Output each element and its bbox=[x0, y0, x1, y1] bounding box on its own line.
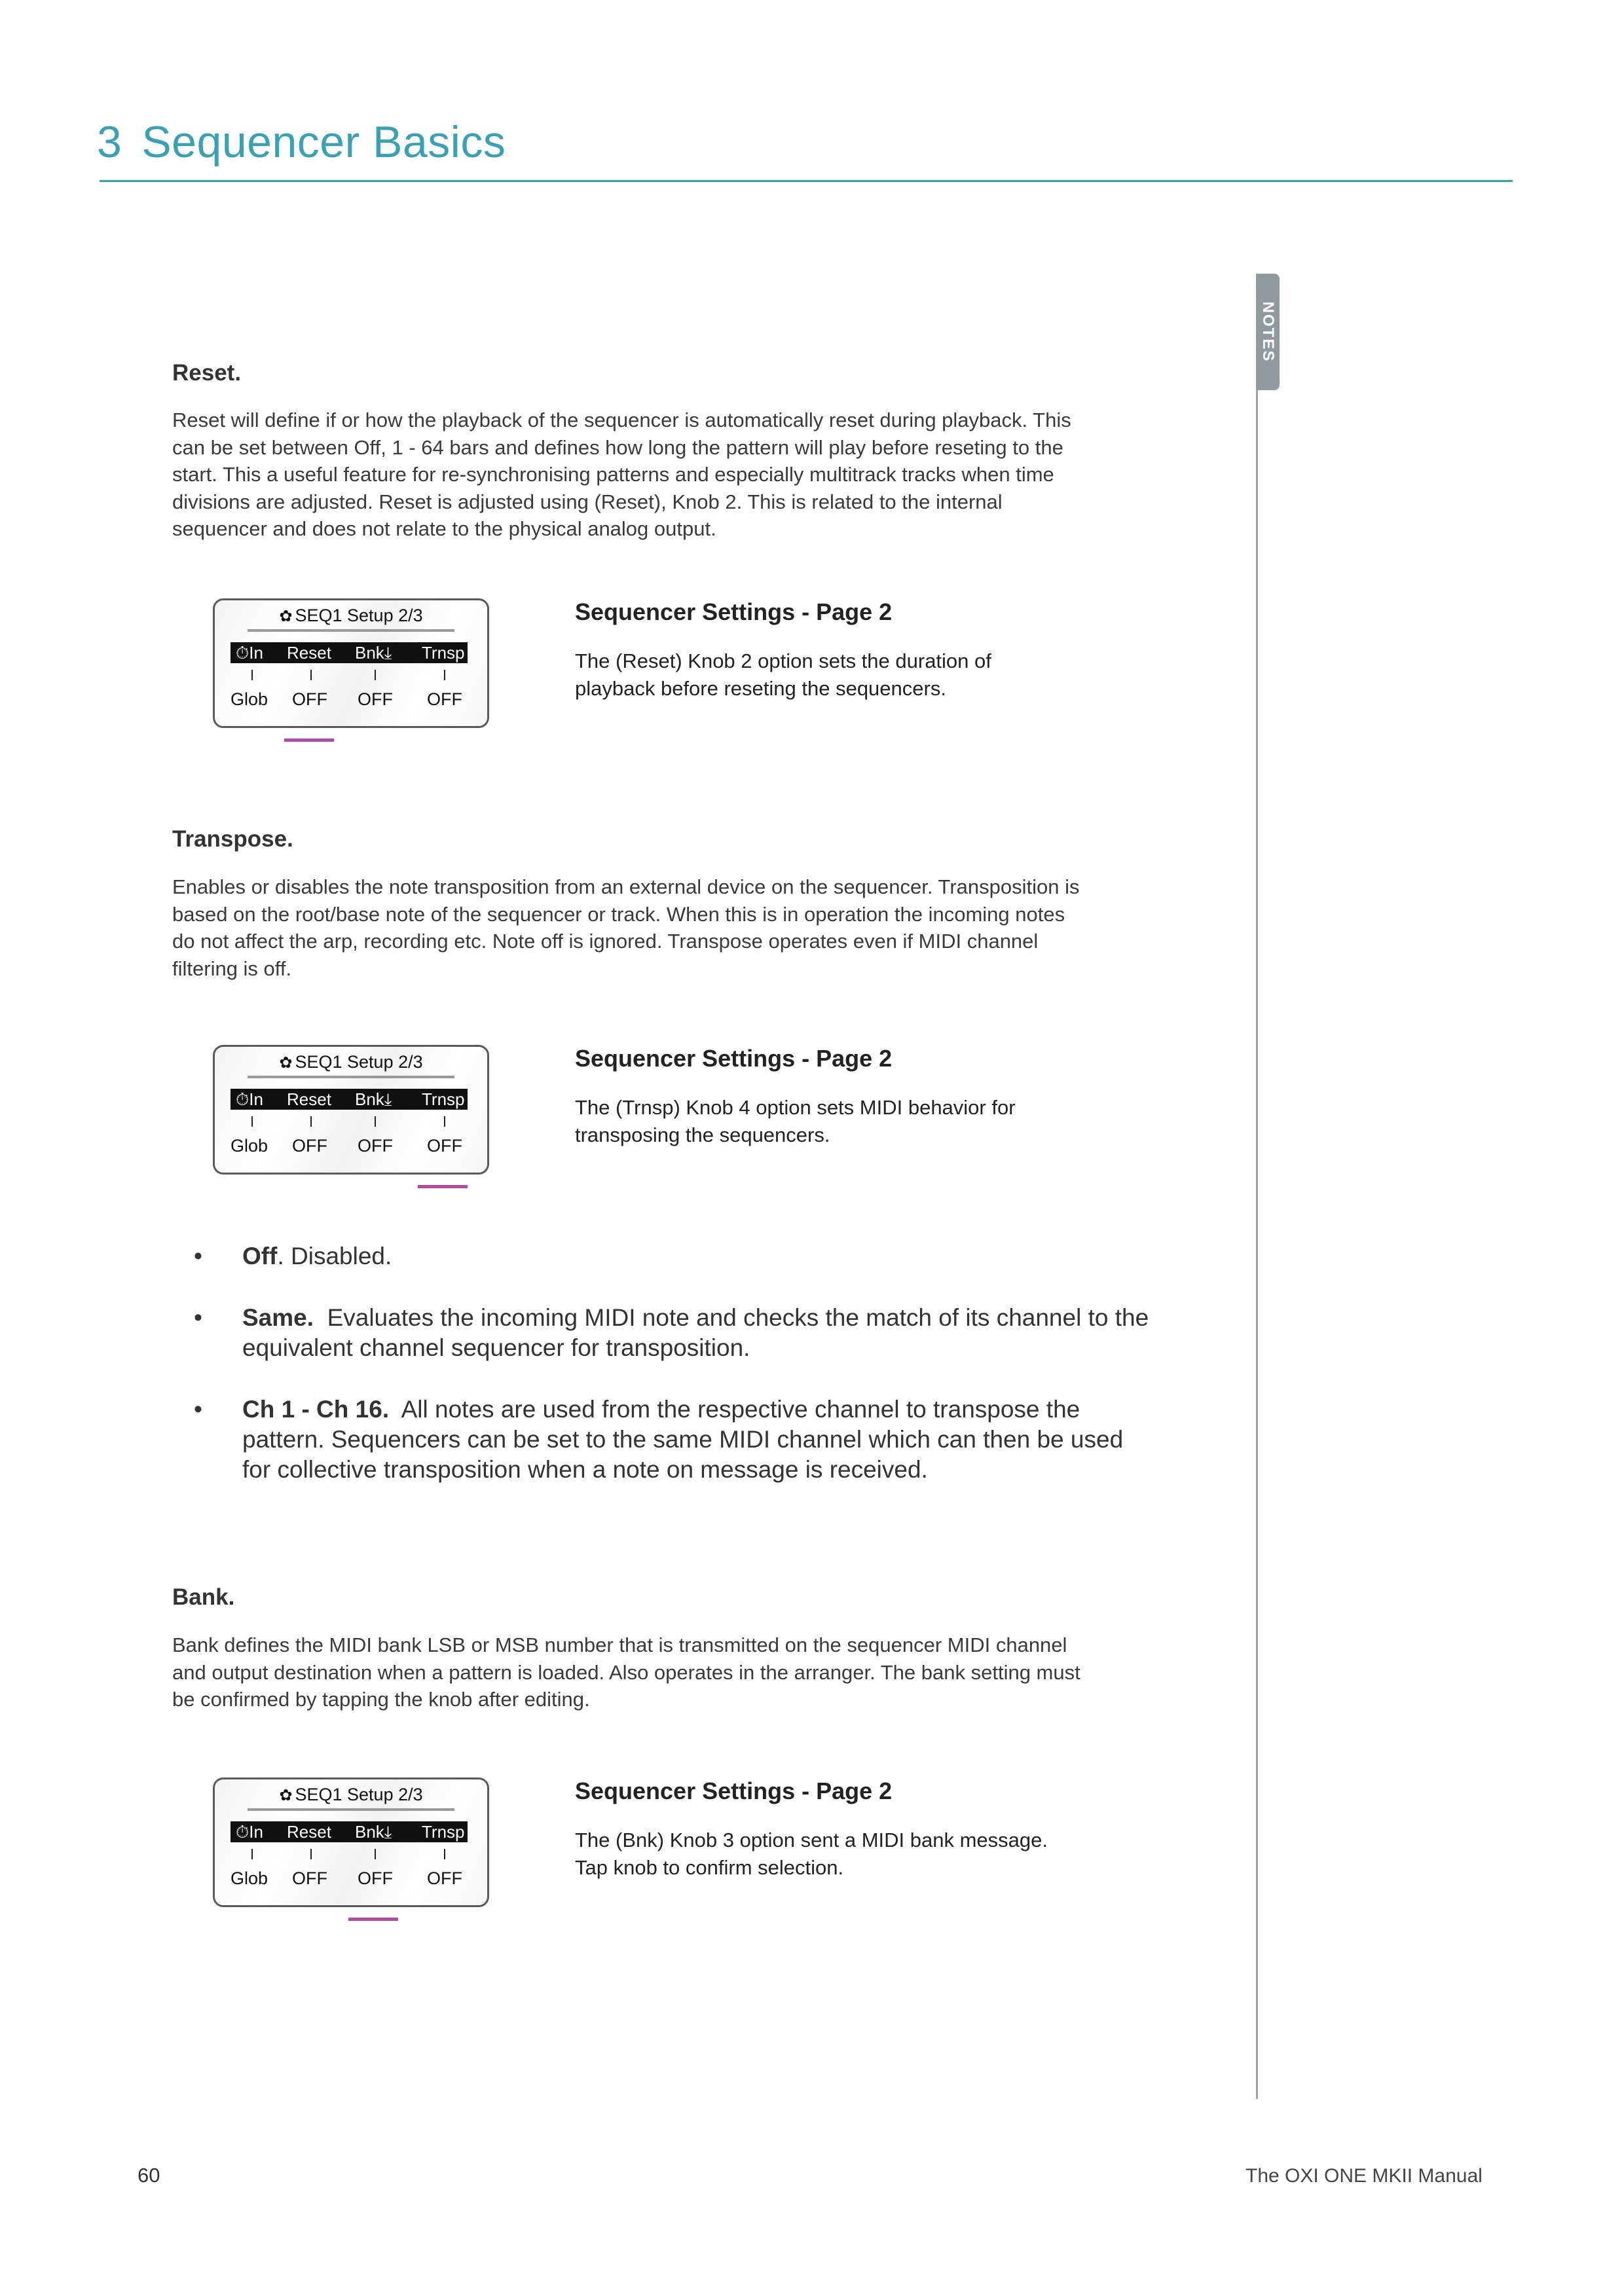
bullet-dot: • bbox=[194, 1243, 202, 1269]
notes-tab bbox=[1256, 274, 1280, 390]
settings-title-bank: Sequencer Settings - Page 2 bbox=[575, 1777, 893, 1804]
display-label-reset: Reset bbox=[287, 643, 331, 663]
bullet-term: Ch 1 - Ch 16. bbox=[242, 1396, 390, 1423]
body-line: start. This a useful feature for re-synchronising patterns and especially multitrack tracks when time bbox=[172, 463, 1054, 486]
body-line: Bank defines the MIDI bank LSB or MSB number that is transmitted on the sequencer MIDI channel bbox=[172, 1633, 1067, 1656]
desc-line: transposing the sequencers. bbox=[575, 1123, 830, 1146]
settings-desc-reset bbox=[575, 647, 991, 702]
desc-line: The (Reset) Knob 2 option sets the duration of bbox=[575, 649, 991, 672]
display-rule bbox=[248, 1808, 454, 1811]
display-label-bnk: Bnk⤓ bbox=[355, 1089, 392, 1109]
display-tick bbox=[310, 1849, 312, 1859]
display-value-reset: OFF bbox=[292, 1136, 327, 1156]
display-label-bar bbox=[231, 1089, 468, 1110]
display-label-in: ⏱In bbox=[236, 643, 263, 663]
bullet-dot: • bbox=[194, 1396, 202, 1423]
desc-line: The (Trnsp) Knob 4 option sets MIDI behavior for bbox=[575, 1096, 1016, 1119]
display-label-bar bbox=[231, 1821, 468, 1842]
display-label-reset: Reset bbox=[287, 1822, 331, 1842]
settings-title-reset: Sequencer Settings - Page 2 bbox=[575, 598, 893, 625]
display-value-in: Glob bbox=[231, 1136, 268, 1156]
knob-indicator-reset bbox=[284, 738, 334, 742]
display-tick bbox=[310, 670, 312, 680]
page-number: 60 bbox=[138, 2164, 160, 2187]
display-title-text: SEQ1 Setup 2/3 bbox=[295, 606, 423, 625]
knob-indicator-bnk bbox=[348, 1918, 398, 1921]
body-line: Enables or disables the note transposition from an external device on the sequencer. Transposition is bbox=[172, 875, 1080, 898]
bullet-text: for collective transposition when a note on message is received. bbox=[242, 1456, 928, 1483]
display-rule bbox=[248, 1076, 454, 1078]
display-title bbox=[215, 1052, 487, 1072]
display-label-trnsp: Trnsp bbox=[422, 643, 465, 663]
display-label-reset: Reset bbox=[287, 1089, 331, 1109]
settings-desc-transpose bbox=[575, 1094, 1016, 1149]
body-line: divisions are adjusted. Reset is adjusted using (Reset), Knob 2. This is related to the internal bbox=[172, 490, 1003, 513]
settings-title-transpose: Sequencer Settings - Page 2 bbox=[575, 1045, 893, 1072]
body-line: be confirmed by tapping the knob after editing. bbox=[172, 1688, 590, 1711]
display-tick bbox=[310, 1116, 312, 1127]
gear-icon: ✿ bbox=[279, 1787, 293, 1804]
notes-label: NOTES bbox=[1259, 301, 1277, 363]
bullet-item-same bbox=[194, 1303, 1176, 1366]
desc-line: The (Bnk) Knob 3 option sent a MIDI bank message. bbox=[575, 1829, 1048, 1851]
chapter-title bbox=[97, 117, 506, 168]
body-line: do not affect the arp, recording etc. Note off is ignored. Transpose operates even if MIDI channel bbox=[172, 930, 1039, 953]
display-label-in: ⏱In bbox=[236, 1822, 263, 1842]
display-tick bbox=[444, 1849, 445, 1859]
display-tick bbox=[375, 1849, 376, 1859]
display-tick bbox=[444, 670, 445, 680]
chapter-title-text: Sequencer Basics bbox=[141, 117, 506, 167]
display-label-trnsp: Trnsp bbox=[422, 1822, 465, 1842]
body-line: Reset will define if or how the playback of the sequencer is automatically reset during playback. This bbox=[172, 409, 1071, 431]
header-rule bbox=[100, 180, 1513, 182]
display-value-bnk: OFF bbox=[358, 1136, 393, 1156]
display-tick bbox=[251, 670, 253, 680]
bullet-text: equivalent channel sequencer for transposition. bbox=[242, 1334, 750, 1361]
desc-line: playback before reseting the sequencers. bbox=[575, 677, 946, 700]
display-label-in: ⏱In bbox=[236, 1089, 263, 1109]
display-label-trnsp: Trnsp bbox=[422, 1089, 465, 1109]
display-title-text: SEQ1 Setup 2/3 bbox=[295, 1785, 423, 1804]
body-line: based on the root/base note of the sequencer or track. When this is in operation the incoming notes bbox=[172, 902, 1065, 926]
gear-icon: ✿ bbox=[279, 1054, 293, 1072]
display-label-bar bbox=[231, 642, 468, 663]
section-body-bank bbox=[172, 1631, 1220, 1713]
chapter-number: 3 bbox=[97, 117, 122, 167]
bullet-dot: • bbox=[194, 1304, 202, 1331]
display-label-bnk: Bnk⤓ bbox=[355, 1822, 392, 1842]
display-title bbox=[215, 1785, 487, 1805]
body-line: can be set between Off, 1 - 64 bars and defines how long the pattern will play before reseting to the bbox=[172, 435, 1063, 459]
display-label-bnk: Bnk⤓ bbox=[355, 643, 392, 663]
knob-indicator-trnsp bbox=[418, 1185, 468, 1188]
display-value-trnsp: OFF bbox=[427, 1868, 462, 1888]
display-rule bbox=[248, 629, 454, 632]
display-title bbox=[215, 606, 487, 626]
section-heading-bank: Bank. bbox=[172, 1584, 235, 1610]
desc-line: Tap knob to confirm selection. bbox=[575, 1856, 844, 1879]
section-body-reset bbox=[172, 407, 1220, 543]
display-tick bbox=[251, 1116, 253, 1127]
bullet-term: Same. bbox=[242, 1304, 314, 1331]
section-body-transpose bbox=[172, 873, 1220, 982]
display-title-text: SEQ1 Setup 2/3 bbox=[295, 1052, 423, 1072]
oled-display-reset bbox=[213, 598, 489, 728]
section-heading-reset: Reset. bbox=[172, 360, 242, 386]
display-value-bnk: OFF bbox=[358, 689, 393, 709]
bullet-item-off bbox=[194, 1241, 1176, 1274]
bullet-text: pattern. Sequencers can be set to the same MIDI channel which can then be used bbox=[242, 1426, 1124, 1453]
display-value-reset: OFF bbox=[292, 689, 327, 709]
notes-line bbox=[1256, 390, 1258, 2099]
display-tick bbox=[375, 670, 376, 680]
settings-desc-bank bbox=[575, 1827, 1048, 1882]
bullet-text: All notes are used from the respective channel to transpose the bbox=[389, 1396, 1080, 1423]
bullet-text: . Disabled. bbox=[277, 1243, 392, 1269]
bullet-term: Off bbox=[242, 1243, 278, 1269]
bullet-item-channel bbox=[194, 1394, 1176, 1487]
body-line: sequencer and does not relate to the physical analog output. bbox=[172, 517, 716, 540]
section-heading-transpose: Transpose. bbox=[172, 826, 293, 852]
oled-display-transpose bbox=[213, 1045, 489, 1175]
display-value-reset: OFF bbox=[292, 1868, 327, 1888]
display-value-trnsp: OFF bbox=[427, 1136, 462, 1156]
display-value-trnsp: OFF bbox=[427, 689, 462, 709]
display-tick bbox=[251, 1849, 253, 1859]
oled-display-bank bbox=[213, 1777, 489, 1907]
bullet-text: Evaluates the incoming MIDI note and checks the match of its channel to the bbox=[314, 1304, 1149, 1331]
display-value-in: Glob bbox=[231, 1868, 268, 1888]
display-value-bnk: OFF bbox=[358, 1868, 393, 1888]
body-line: filtering is off. bbox=[172, 957, 292, 980]
manual-name: The OXI ONE MKII Manual bbox=[1246, 2165, 1483, 2187]
display-tick bbox=[444, 1116, 445, 1127]
body-line: and output destination when a pattern is loaded. Also operates in the arranger. The bank setting must bbox=[172, 1660, 1080, 1684]
gear-icon: ✿ bbox=[279, 608, 293, 625]
display-value-in: Glob bbox=[231, 689, 268, 709]
display-tick bbox=[375, 1116, 376, 1127]
